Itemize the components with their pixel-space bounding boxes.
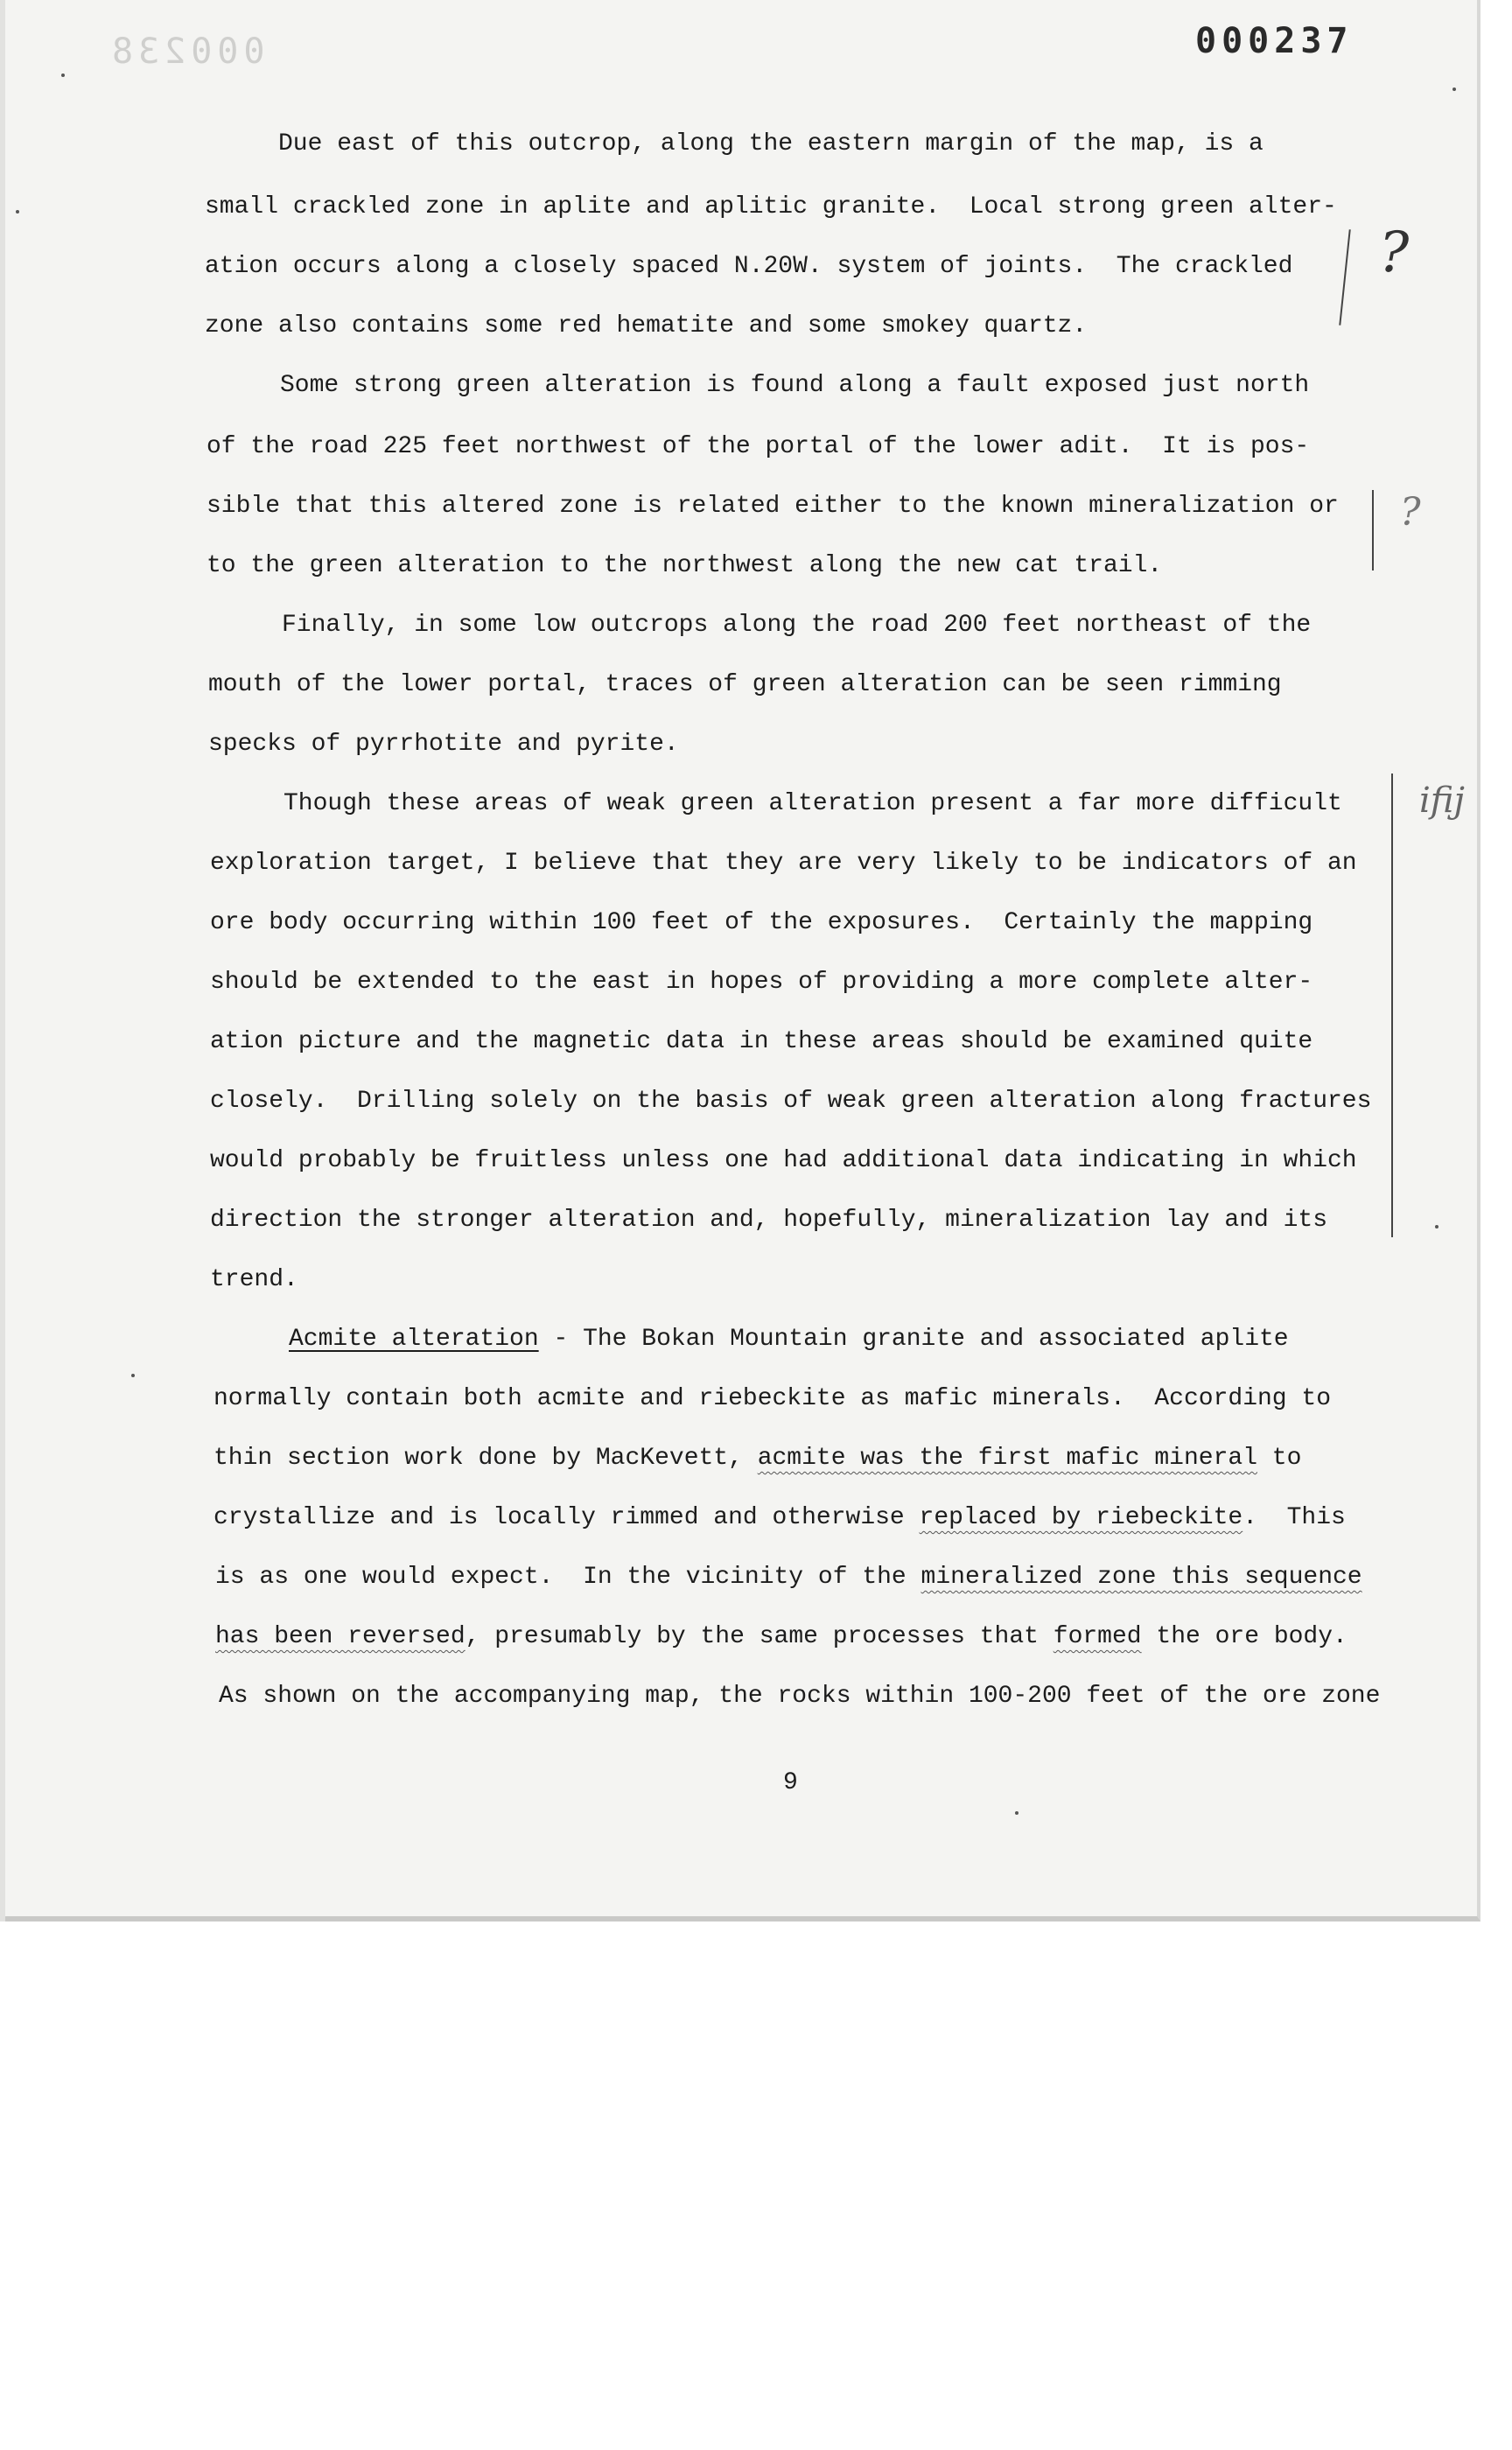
margin-question-mark: ?: [1379, 220, 1410, 285]
bleed-through-stamp: 000238: [107, 32, 265, 72]
speck: [1015, 1811, 1018, 1815]
underlined-phrase: formed: [1053, 1623, 1142, 1650]
acmite-line-4: [214, 1503, 1346, 1533]
acmite-line-3: [214, 1444, 1301, 1474]
margin-bracket: [1372, 490, 1374, 570]
text-line: small crackled zone in aplite and aplitic granite. Local strong green alter-: [205, 193, 1337, 220]
margin-question-mark: ?: [1400, 490, 1421, 535]
text-line: should be extended to the east in hopes of providing a more complete alter-: [210, 969, 1313, 996]
text-line: ation occurs along a closely spaced N.20W. system of joints. The crackled: [205, 253, 1293, 280]
text-line: to the green alteration to the northwest along the new cat trail.: [206, 552, 1163, 579]
page-number: 9: [783, 1769, 798, 1796]
underlined-phrase: mineralized zone this sequence: [920, 1564, 1362, 1591]
speck: [1452, 88, 1456, 91]
speck: [131, 1374, 135, 1377]
text-line: sible that this altered zone is related either to the known mineralization or: [206, 493, 1339, 520]
text-span: is as one would expect. In the vicinity of the: [215, 1564, 921, 1591]
text-line: Though these areas of weak green alteration present a far more difficult: [284, 790, 1342, 817]
margin-bracket: [1339, 229, 1350, 326]
text-span: to: [1257, 1445, 1302, 1472]
page-edge: [0, 0, 5, 1922]
text-line: normally contain both acmite and riebeckite as mafic minerals. According to: [214, 1385, 1332, 1412]
speck: [61, 74, 65, 77]
text-line: exploration target, I believe that they are very likely to be indicators of an: [210, 850, 1357, 877]
text-span: thin section work done by MacKevett,: [214, 1445, 758, 1472]
margin-bracket: [1391, 774, 1393, 1237]
text-line: Due east of this outcrop, along the eastern margin of the map, is a: [278, 130, 1264, 158]
text-span: crystallize and is locally rimmed and otherwise: [214, 1504, 920, 1531]
text-line: closely. Drilling solely on the basis of weak green alteration along fractures: [210, 1088, 1372, 1115]
text-line: direction the stronger alteration and, hopefully, mineralization lay and its: [210, 1207, 1328, 1234]
text-line: mouth of the lower portal, traces of green alteration can be seen rimming: [208, 671, 1282, 698]
text-line: specks of pyrrhotite and pyrite.: [208, 731, 679, 758]
text-span: - The Bokan Mountain granite and associated aplite: [538, 1326, 1289, 1353]
text-line: Some strong green alteration is found along a fault exposed just north: [280, 372, 1310, 399]
margin-initials: ifij: [1419, 780, 1465, 821]
acmite-line-5: [215, 1563, 1362, 1592]
text-line: trend.: [210, 1266, 298, 1293]
speck: [1435, 1225, 1438, 1228]
text-line: of the road 225 feet northwest of the portal of the lower adit. It is pos-: [206, 433, 1310, 460]
text-line: As shown on the accompanying map, the rocks within 100-200 feet of the ore zone: [219, 1683, 1381, 1710]
text-span: the ore body.: [1141, 1623, 1348, 1650]
text-line: zone also contains some red hematite and some smokey quartz.: [205, 312, 1088, 340]
text-line: Finally, in some low outcrops along the road 200 feet northeast of the: [282, 612, 1312, 639]
underlined-phrase: acmite was the first mafic mineral: [757, 1445, 1257, 1472]
document-control-number: 000237: [1195, 21, 1354, 61]
underlined-phrase: replaced by riebeckite: [919, 1504, 1243, 1531]
text-span: , presumably by the same processes that: [465, 1623, 1054, 1650]
underlined-phrase: has been reversed: [215, 1623, 466, 1650]
acmite-line-6: [215, 1622, 1348, 1652]
speck: [16, 210, 19, 214]
section-heading: Acmite alteration: [289, 1326, 539, 1353]
text-line: ore body occurring within 100 feet of the exposures. Certainly the mapping: [210, 909, 1313, 936]
text-span: . This: [1242, 1504, 1346, 1531]
text-line: ation picture and the magnetic data in these areas should be examined quite: [210, 1028, 1313, 1055]
acmite-line-1: [289, 1325, 1289, 1354]
text-line: would probably be fruitless unless one had additional data indicating in which: [210, 1147, 1357, 1174]
